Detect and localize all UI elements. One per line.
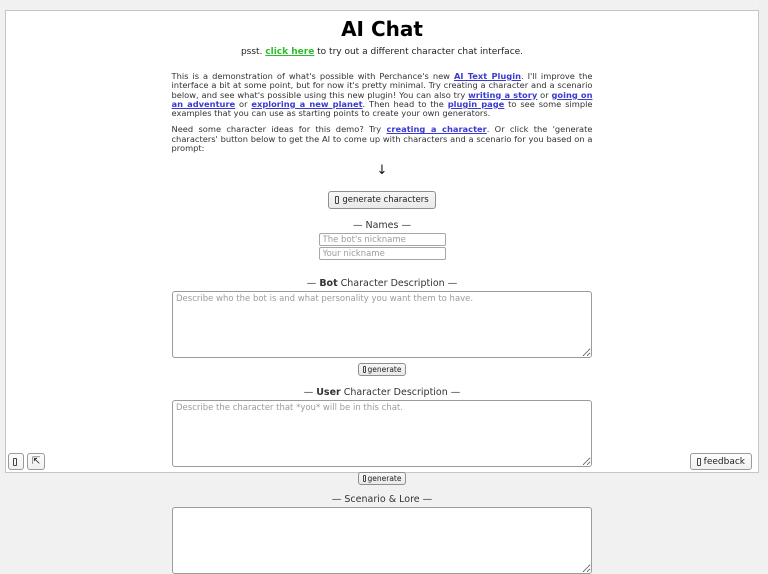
- psst-text-pre: psst.: [240, 47, 266, 57]
- generate-characters-label: generate characters: [342, 195, 429, 206]
- corner-arrow-icon: ⇱: [32, 455, 41, 467]
- generate-bot-label: generate: [367, 365, 402, 375]
- character-ideas-paragraph: [172, 125, 593, 153]
- missing-glyph-icon: [335, 196, 339, 204]
- heading-rest: Character Description —: [340, 387, 461, 399]
- intro-text: to see some simple examples that you can use as starting points to create your own generators.: [171, 98, 593, 119]
- writing-a-story-link[interactable]: writing a story: [468, 89, 538, 100]
- names-heading: — Names —: [352, 220, 412, 232]
- heading-rest: Character Description —: [337, 278, 458, 290]
- corner-arrow-button[interactable]: [27, 453, 45, 470]
- content-panel: [5, 10, 759, 506]
- feedback-button[interactable]: [690, 453, 752, 470]
- missing-glyph-icon: [363, 475, 366, 482]
- intro-text: . Then head to the: [362, 98, 448, 109]
- ai-text-plugin-link[interactable]: AI Text Plugin: [453, 71, 521, 81]
- heading-dash: —: [303, 387, 317, 399]
- generate-user-description-button[interactable]: [358, 472, 407, 485]
- intro-column: [172, 72, 593, 153]
- scenario-textarea[interactable]: [172, 507, 592, 574]
- heading-bold-word: User: [316, 387, 341, 399]
- intro-text: or: [235, 98, 252, 109]
- creating-a-character-link[interactable]: creating a character: [386, 124, 487, 135]
- missing-glyph-icon: [697, 458, 701, 466]
- feedback-label: feedback: [703, 456, 745, 467]
- generate-characters-button[interactable]: [328, 191, 435, 209]
- plugin-page-link[interactable]: plugin page: [447, 98, 505, 109]
- psst-text-post: to try out a different character chat interface.: [314, 47, 524, 57]
- adventure-link[interactable]: going on an adventure: [171, 89, 593, 109]
- bot-description-heading: [6, 279, 758, 289]
- scenario-heading: — Scenario & Lore —: [331, 494, 433, 506]
- ideas-text: . Or click the 'generate characters' button below to get the AI to come up with characters and a scenario for you based on a prompt:: [171, 124, 593, 154]
- user-description-textarea[interactable]: [172, 400, 592, 467]
- intro-text: . I'll improve the interface a bit at some point, but for now it's pretty minimal. Try creating a character and a scenario below, and see what's possible using this new plugin! You can also try: [171, 71, 593, 100]
- page-title: AI Chat: [341, 17, 423, 41]
- heading-dash: —: [306, 278, 320, 290]
- different-interface-link[interactable]: click here: [265, 47, 315, 57]
- bot-description-textarea[interactable]: [172, 291, 592, 358]
- ideas-text: Need some character ideas for this demo? Try: [171, 124, 387, 135]
- down-arrow-icon: ↓: [376, 163, 388, 179]
- heading-bold-word: Bot: [319, 278, 338, 290]
- corner-misc-button[interactable]: [8, 453, 24, 470]
- exploring-planet-link[interactable]: exploring a new planet: [251, 98, 363, 109]
- generate-bot-description-button[interactable]: [358, 363, 407, 376]
- intro-text: This is a demonstration of what's possible with Perchance's new: [171, 71, 454, 81]
- generate-user-label: generate: [367, 474, 402, 484]
- user-description-heading: [6, 388, 758, 398]
- intro-text: or: [537, 89, 552, 100]
- user-nickname-input[interactable]: [319, 247, 446, 260]
- bot-nickname-input[interactable]: [319, 233, 446, 246]
- scrollbar[interactable]: [759, 0, 768, 480]
- psst-line: [6, 47, 758, 57]
- intro-paragraph: [172, 72, 593, 118]
- missing-glyph-icon: [363, 366, 366, 373]
- missing-glyph-icon: [13, 458, 17, 466]
